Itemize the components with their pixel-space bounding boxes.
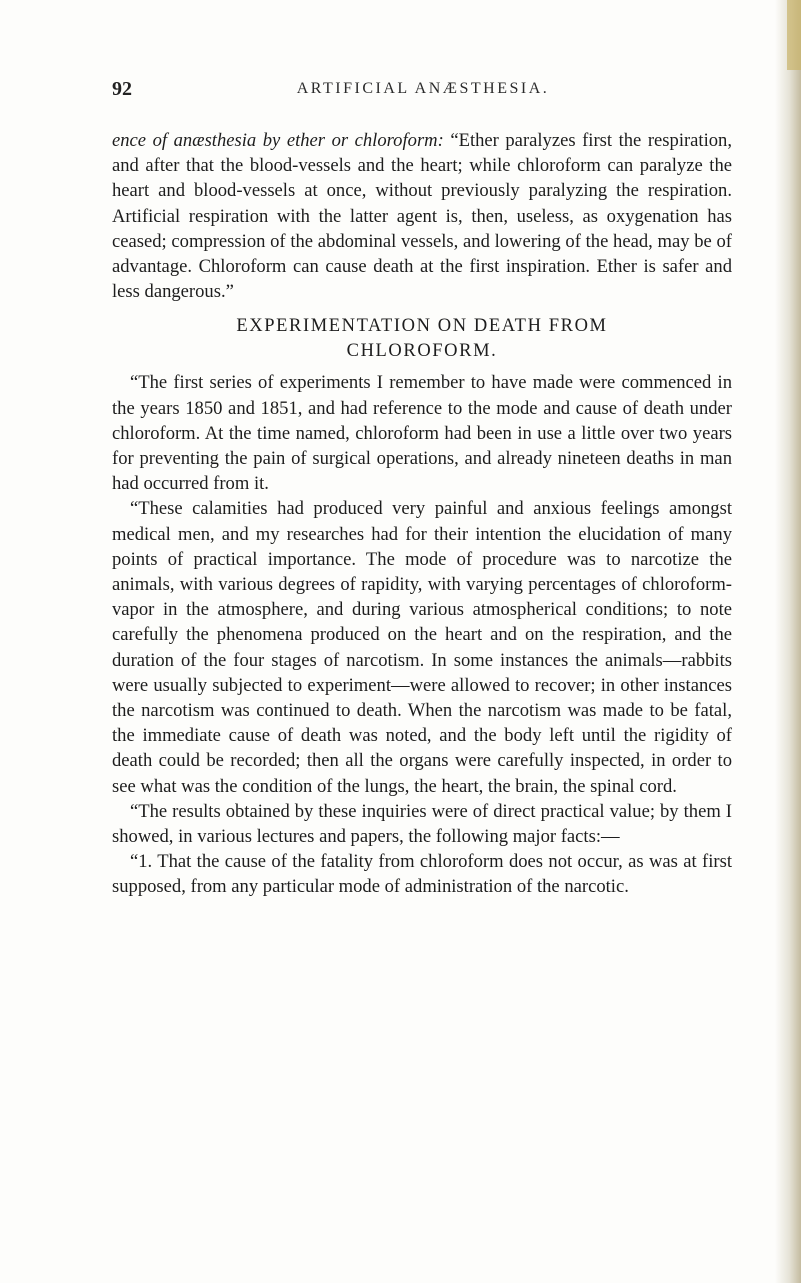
paragraph: “These calamities had produced very painful and anxious feelings amongst medical men, and my researches had for their intention the elucidation of many points of practical importance. The mode of procedure was to narcotize the animals, with various degrees of rapidity, with varying percentages of chloroform-vapor in the atmosphere, and during various atmospherical conditions; to note carefully the phenomena produced on the heart and on the respiration, and the duration of the four stages of narcotism. In some instances the animals—rabbits were usually subjected to experiment—were allowed to recover; in other instances the narcotism was continued to death. When the narcotism was made to be fatal, the immediate cause of death was noted, and the body left until the rigidity of death could be recorded; then all the organs were carefully inspected, in order to see what was the condition of the lungs, the heart, the brain, the spinal cord. [112, 498, 732, 797]
page-edge-shadow [775, 0, 801, 1283]
quote-text: “Ether paralyzes first the respiration, and after that the blood-vessels and the heart; while chloroform can paralyze the heart and blood-vessels at once, without previously paralyzing the respiration. Artificial respiration with the latter agent is, then, useless, as oxygenation has ceased; compression of the abdominal vessels, and lowering of the head, may be of advantage. Chloroform can cause death at the first inspiration. Ether is safer and less dangerous.” [112, 130, 733, 303]
section-heading-line-2: CHLOROFORM. [346, 341, 498, 362]
running-head [112, 78, 734, 104]
section-heading-line-1: EXPERIMENTATION ON DEATH FROM [236, 316, 608, 337]
page-number: 92 [112, 78, 132, 100]
paragraph: “1. That the cause of the fatality from chloroform does not occur, as was at first supposed, from any particular mode of administration of the narcotic. [112, 851, 732, 898]
section-heading [112, 314, 732, 364]
running-title: ARTIFICIAL ANÆSTHESIA. [296, 80, 550, 97]
italic-phrase: ence of anæsthesia by ether or chloroform: [112, 130, 444, 151]
page-edge-stain [787, 0, 801, 70]
paragraph [112, 128, 732, 304]
paragraph: “The results obtained by these inquiries were of direct practical value; by them I showed, in various lectures and papers, the following major facts:— [112, 800, 732, 848]
body-text [112, 128, 732, 900]
paragraph: “The first series of experiments I remember to have made were commenced in the years 1850 and 1851, and had reference to the mode and cause of death under chloroform. At the time named, chloroform had been in use a little over two years for preventing the pain of surgical operations, and already nineteen deaths in man had occurred from it. [112, 372, 732, 495]
